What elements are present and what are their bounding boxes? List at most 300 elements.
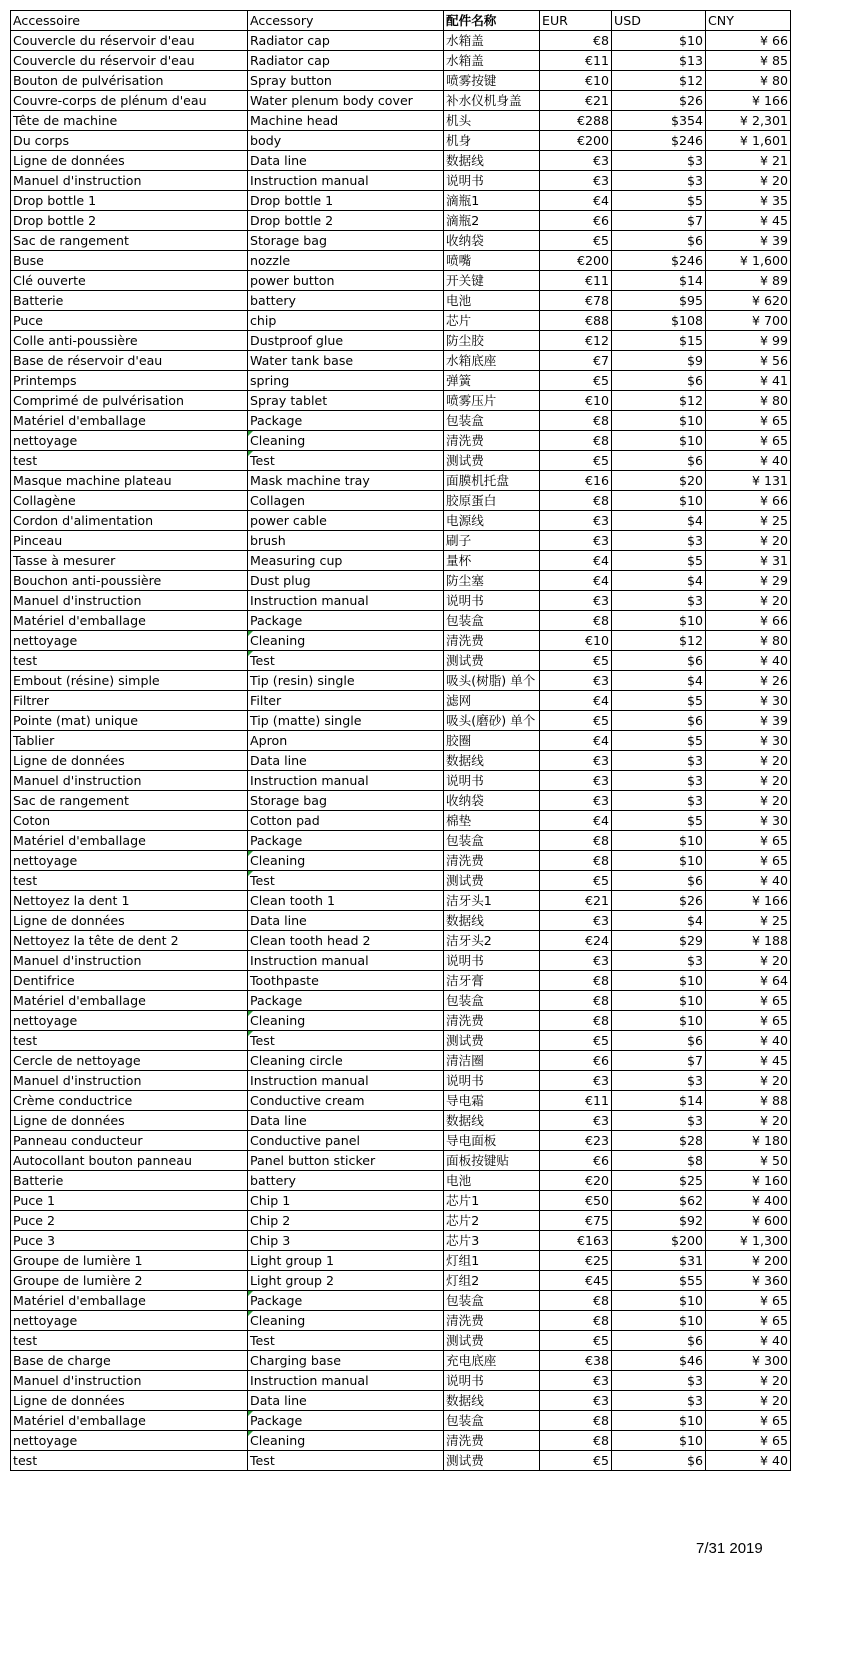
cell-eur: €5	[540, 1031, 612, 1051]
table-row	[11, 591, 791, 611]
cell-chinese: 防尘胶	[444, 331, 540, 351]
cell-chinese: 电源线	[444, 511, 540, 531]
cell-english: Measuring cup	[248, 551, 444, 571]
cell-usd: $15	[612, 331, 706, 351]
cell-chinese: 测试费	[444, 1031, 540, 1051]
cell-eur: €3	[540, 171, 612, 191]
cell-usd: $8	[612, 1151, 706, 1171]
cell-french: Panneau conducteur	[11, 1131, 248, 1151]
cell-cny: ¥ 40	[706, 451, 791, 471]
cell-eur: €3	[540, 1071, 612, 1091]
table-row	[11, 331, 791, 351]
cell-english: Storage bag	[248, 791, 444, 811]
cell-french: Tête de machine	[11, 111, 248, 131]
price-table	[10, 10, 791, 1471]
cell-eur: €8	[540, 1431, 612, 1451]
table-row	[11, 951, 791, 971]
cell-chinese: 导电霜	[444, 1091, 540, 1111]
cell-usd: $10	[612, 971, 706, 991]
cell-usd: $3	[612, 751, 706, 771]
table-row	[11, 271, 791, 291]
cell-eur: €3	[540, 151, 612, 171]
cell-french: Cercle de nettoyage	[11, 1051, 248, 1071]
cell-eur: €38	[540, 1351, 612, 1371]
cell-english: Cleaning	[248, 1311, 444, 1331]
cell-eur: €8	[540, 1311, 612, 1331]
cell-chinese: 包装盒	[444, 611, 540, 631]
cell-french: test	[11, 1031, 248, 1051]
cell-cny: ¥ 85	[706, 51, 791, 71]
header-cny: CNY	[706, 11, 791, 31]
cell-eur: €75	[540, 1211, 612, 1231]
table-row	[11, 431, 791, 451]
cell-cny: ¥ 1,600	[706, 251, 791, 271]
cell-eur: €8	[540, 491, 612, 511]
cell-cny: ¥ 180	[706, 1131, 791, 1151]
cell-eur: €6	[540, 211, 612, 231]
table-row	[11, 351, 791, 371]
cell-english: Cleaning	[248, 851, 444, 871]
cell-cny: ¥ 25	[706, 511, 791, 531]
cell-english: Test	[248, 651, 444, 671]
cell-french: Printemps	[11, 371, 248, 391]
cell-english: body	[248, 131, 444, 151]
cell-eur: €45	[540, 1271, 612, 1291]
table-row	[11, 811, 791, 831]
cell-french: Manuel d'instruction	[11, 591, 248, 611]
table-row	[11, 511, 791, 531]
cell-english: battery	[248, 1171, 444, 1191]
table-row	[11, 371, 791, 391]
cell-chinese: 芯片2	[444, 1211, 540, 1231]
cell-eur: €16	[540, 471, 612, 491]
cell-cny: ¥ 40	[706, 871, 791, 891]
cell-chinese: 包装盒	[444, 1411, 540, 1431]
cell-english: Light group 1	[248, 1251, 444, 1271]
cell-eur: €7	[540, 351, 612, 371]
cell-chinese: 包装盒	[444, 1291, 540, 1311]
cell-eur: €8	[540, 851, 612, 871]
cell-french: nettoyage	[11, 1431, 248, 1451]
cell-french: Base de charge	[11, 1351, 248, 1371]
cell-cny: ¥ 700	[706, 311, 791, 331]
table-row	[11, 51, 791, 71]
table-row	[11, 1111, 791, 1131]
cell-french: Coton	[11, 811, 248, 831]
cell-english: Test	[248, 1451, 444, 1471]
cell-usd: $7	[612, 211, 706, 231]
cell-cny: ¥ 80	[706, 631, 791, 651]
cell-eur: €4	[540, 731, 612, 751]
cell-cny: ¥ 300	[706, 1351, 791, 1371]
cell-eur: €3	[540, 791, 612, 811]
cell-cny: ¥ 99	[706, 331, 791, 351]
table-row	[11, 571, 791, 591]
cell-eur: €23	[540, 1131, 612, 1151]
cell-cny: ¥ 80	[706, 391, 791, 411]
table-row	[11, 1431, 791, 1451]
cell-usd: $6	[612, 1031, 706, 1051]
cell-french: Dentifrice	[11, 971, 248, 991]
cell-french: Autocollant bouton panneau	[11, 1151, 248, 1171]
cell-english: spring	[248, 371, 444, 391]
cell-english: Instruction manual	[248, 171, 444, 191]
cell-french: Clé ouverte	[11, 271, 248, 291]
cell-chinese: 芯片3	[444, 1231, 540, 1251]
cell-english: Cleaning	[248, 631, 444, 651]
table-row	[11, 1351, 791, 1371]
cell-cny: ¥ 65	[706, 431, 791, 451]
cell-chinese: 清洗费	[444, 631, 540, 651]
cell-usd: $7	[612, 1051, 706, 1071]
cell-french: Manuel d'instruction	[11, 771, 248, 791]
cell-cny: ¥ 65	[706, 991, 791, 1011]
cell-chinese: 数据线	[444, 1391, 540, 1411]
table-row	[11, 1251, 791, 1271]
header-french: Accessoire	[11, 11, 248, 31]
cell-usd: $6	[612, 1451, 706, 1471]
cell-english: Cleaning	[248, 1011, 444, 1031]
cell-eur: €3	[540, 1371, 612, 1391]
cell-english: Tip (matte) single	[248, 711, 444, 731]
cell-cny: ¥ 65	[706, 1431, 791, 1451]
table-row	[11, 411, 791, 431]
cell-cny: ¥ 65	[706, 411, 791, 431]
cell-usd: $12	[612, 631, 706, 651]
cell-usd: $10	[612, 31, 706, 51]
header-eur: EUR	[540, 11, 612, 31]
cell-english: Drop bottle 1	[248, 191, 444, 211]
cell-french: Matériel d'emballage	[11, 991, 248, 1011]
cell-cny: ¥ 21	[706, 151, 791, 171]
cell-english: Chip 2	[248, 1211, 444, 1231]
cell-eur: €8	[540, 991, 612, 1011]
cell-cny: ¥ 1,300	[706, 1231, 791, 1251]
cell-usd: $4	[612, 511, 706, 531]
cell-chinese: 电池	[444, 1171, 540, 1191]
cell-chinese: 清洗费	[444, 1311, 540, 1331]
cell-cny: ¥ 20	[706, 1371, 791, 1391]
cell-english: Drop bottle 2	[248, 211, 444, 231]
cell-english: Radiator cap	[248, 31, 444, 51]
cell-french: Batterie	[11, 1171, 248, 1191]
cell-chinese: 滴瓶1	[444, 191, 540, 211]
cell-french: Groupe de lumière 2	[11, 1271, 248, 1291]
cell-eur: €21	[540, 91, 612, 111]
cell-chinese: 数据线	[444, 151, 540, 171]
cell-usd: $10	[612, 491, 706, 511]
cell-usd: $5	[612, 551, 706, 571]
table-row	[11, 311, 791, 331]
cell-cny: ¥ 65	[706, 1291, 791, 1311]
cell-english: Instruction manual	[248, 951, 444, 971]
cell-cny: ¥ 31	[706, 551, 791, 571]
cell-english: Dust plug	[248, 571, 444, 591]
cell-usd: $10	[612, 1011, 706, 1031]
cell-cny: ¥ 20	[706, 771, 791, 791]
cell-eur: €50	[540, 1191, 612, 1211]
cell-chinese: 滤网	[444, 691, 540, 711]
cell-french: Matériel d'emballage	[11, 1411, 248, 1431]
cell-french: Manuel d'instruction	[11, 1371, 248, 1391]
cell-eur: €3	[540, 911, 612, 931]
cell-chinese: 数据线	[444, 911, 540, 931]
cell-french: Tasse à mesurer	[11, 551, 248, 571]
table-row	[11, 1331, 791, 1351]
cell-chinese: 测试费	[444, 871, 540, 891]
cell-french: Pinceau	[11, 531, 248, 551]
cell-usd: $5	[612, 691, 706, 711]
table-row	[11, 751, 791, 771]
cell-english: Package	[248, 1291, 444, 1311]
table-row	[11, 31, 791, 51]
cell-usd: $55	[612, 1271, 706, 1291]
cell-usd: $20	[612, 471, 706, 491]
table-row	[11, 471, 791, 491]
cell-cny: ¥ 188	[706, 931, 791, 951]
cell-french: Couvre-corps de plénum d'eau	[11, 91, 248, 111]
cell-english: Instruction manual	[248, 771, 444, 791]
cell-usd: $10	[612, 411, 706, 431]
cell-english: Chip 3	[248, 1231, 444, 1251]
cell-french: Cordon d'alimentation	[11, 511, 248, 531]
cell-chinese: 清洗费	[444, 1431, 540, 1451]
cell-usd: $246	[612, 251, 706, 271]
cell-french: Pointe (mat) unique	[11, 711, 248, 731]
cell-english: Test	[248, 1331, 444, 1351]
cell-cny: ¥ 30	[706, 691, 791, 711]
cell-usd: $3	[612, 771, 706, 791]
cell-cny: ¥ 20	[706, 751, 791, 771]
table-row	[11, 111, 791, 131]
table-row	[11, 1151, 791, 1171]
cell-french: Batterie	[11, 291, 248, 311]
cell-cny: ¥ 39	[706, 711, 791, 731]
cell-chinese: 补水仪机身盖	[444, 91, 540, 111]
cell-eur: €3	[540, 1391, 612, 1411]
cell-chinese: 导电面板	[444, 1131, 540, 1151]
cell-eur: €8	[540, 831, 612, 851]
cell-chinese: 包装盒	[444, 991, 540, 1011]
cell-french: Puce	[11, 311, 248, 331]
cell-french: Puce 3	[11, 1231, 248, 1251]
cell-chinese: 数据线	[444, 1111, 540, 1131]
cell-chinese: 清洗费	[444, 431, 540, 451]
table-row	[11, 1171, 791, 1191]
table-row	[11, 1451, 791, 1471]
table-row	[11, 651, 791, 671]
cell-french: Groupe de lumière 1	[11, 1251, 248, 1271]
table-row	[11, 1291, 791, 1311]
cell-cny: ¥ 56	[706, 351, 791, 371]
cell-french: Puce 1	[11, 1191, 248, 1211]
table-row	[11, 531, 791, 551]
table-row	[11, 791, 791, 811]
cell-usd: $10	[612, 851, 706, 871]
cell-usd: $10	[612, 1431, 706, 1451]
cell-usd: $25	[612, 1171, 706, 1191]
cell-cny: ¥ 200	[706, 1251, 791, 1271]
cell-english: Cleaning circle	[248, 1051, 444, 1071]
cell-chinese: 喷嘴	[444, 251, 540, 271]
table-row	[11, 991, 791, 1011]
cell-chinese: 吸头(磨砂) 单个	[444, 711, 540, 731]
cell-french: Matériel d'emballage	[11, 1291, 248, 1311]
table-row	[11, 491, 791, 511]
cell-french: Manuel d'instruction	[11, 1071, 248, 1091]
cell-chinese: 量杯	[444, 551, 540, 571]
cell-english: Spray button	[248, 71, 444, 91]
cell-chinese: 洁牙头2	[444, 931, 540, 951]
cell-french: Couvercle du réservoir d'eau	[11, 51, 248, 71]
cell-french: Ligne de données	[11, 751, 248, 771]
cell-french: Sac de rangement	[11, 791, 248, 811]
cell-eur: €5	[540, 1451, 612, 1471]
cell-chinese: 洁牙头1	[444, 891, 540, 911]
cell-french: Matériel d'emballage	[11, 611, 248, 631]
cell-usd: $29	[612, 931, 706, 951]
cell-eur: €11	[540, 1091, 612, 1111]
cell-chinese: 清洁圈	[444, 1051, 540, 1071]
cell-eur: €4	[540, 691, 612, 711]
cell-cny: ¥ 360	[706, 1271, 791, 1291]
cell-french: Masque machine plateau	[11, 471, 248, 491]
cell-english: nozzle	[248, 251, 444, 271]
cell-cny: ¥ 35	[706, 191, 791, 211]
cell-usd: $95	[612, 291, 706, 311]
table-row	[11, 231, 791, 251]
cell-cny: ¥ 41	[706, 371, 791, 391]
table-row	[11, 1191, 791, 1211]
cell-chinese: 清洗费	[444, 851, 540, 871]
cell-english: Machine head	[248, 111, 444, 131]
cell-eur: €4	[540, 191, 612, 211]
cell-chinese: 面板按键贴	[444, 1151, 540, 1171]
cell-chinese: 芯片	[444, 311, 540, 331]
cell-french: Sac de rangement	[11, 231, 248, 251]
cell-cny: ¥ 131	[706, 471, 791, 491]
cell-usd: $13	[612, 51, 706, 71]
cell-chinese: 弹簧	[444, 371, 540, 391]
cell-english: Test	[248, 871, 444, 891]
cell-chinese: 水箱底座	[444, 351, 540, 371]
cell-english: Cleaning	[248, 1431, 444, 1451]
cell-usd: $92	[612, 1211, 706, 1231]
cell-french: nettoyage	[11, 1311, 248, 1331]
table-row	[11, 731, 791, 751]
cell-french: nettoyage	[11, 431, 248, 451]
cell-usd: $12	[612, 71, 706, 91]
cell-eur: €8	[540, 1291, 612, 1311]
cell-chinese: 防尘塞	[444, 571, 540, 591]
cell-usd: $3	[612, 591, 706, 611]
cell-cny: ¥ 20	[706, 1071, 791, 1091]
cell-english: Package	[248, 991, 444, 1011]
cell-cny: ¥ 40	[706, 651, 791, 671]
cell-english: Cleaning	[248, 431, 444, 451]
cell-french: Filtrer	[11, 691, 248, 711]
cell-eur: €5	[540, 371, 612, 391]
table-row	[11, 211, 791, 231]
cell-eur: €12	[540, 331, 612, 351]
cell-eur: €10	[540, 391, 612, 411]
cell-cny: ¥ 620	[706, 291, 791, 311]
table-row	[11, 671, 791, 691]
table-row	[11, 1231, 791, 1251]
cell-eur: €8	[540, 411, 612, 431]
cell-french: test	[11, 1451, 248, 1471]
cell-french: test	[11, 871, 248, 891]
cell-english: Data line	[248, 751, 444, 771]
cell-cny: ¥ 166	[706, 91, 791, 111]
cell-english: Data line	[248, 1111, 444, 1131]
cell-usd: $108	[612, 311, 706, 331]
table-row	[11, 691, 791, 711]
cell-eur: €20	[540, 1171, 612, 1191]
table-row	[11, 131, 791, 151]
table-row	[11, 1011, 791, 1031]
cell-eur: €8	[540, 1411, 612, 1431]
cell-chinese: 收纳袋	[444, 231, 540, 251]
cell-french: Crème conductrice	[11, 1091, 248, 1111]
cell-usd: $3	[612, 1371, 706, 1391]
cell-chinese: 胶圈	[444, 731, 540, 751]
cell-cny: ¥ 89	[706, 271, 791, 291]
cell-french: Manuel d'instruction	[11, 171, 248, 191]
cell-eur: €200	[540, 131, 612, 151]
cell-chinese: 说明书	[444, 771, 540, 791]
cell-eur: €3	[540, 1111, 612, 1131]
cell-usd: $6	[612, 711, 706, 731]
cell-cny: ¥ 600	[706, 1211, 791, 1231]
table-row	[11, 831, 791, 851]
cell-english: chip	[248, 311, 444, 331]
cell-cny: ¥ 30	[706, 811, 791, 831]
cell-chinese: 测试费	[444, 451, 540, 471]
cell-cny: ¥ 400	[706, 1191, 791, 1211]
cell-usd: $3	[612, 791, 706, 811]
cell-french: Collagène	[11, 491, 248, 511]
cell-chinese: 数据线	[444, 751, 540, 771]
cell-chinese: 充电底座	[444, 1351, 540, 1371]
cell-chinese: 测试费	[444, 1331, 540, 1351]
cell-english: Water plenum body cover	[248, 91, 444, 111]
cell-french: Bouchon anti-poussière	[11, 571, 248, 591]
table-row	[11, 151, 791, 171]
cell-english: Package	[248, 831, 444, 851]
cell-eur: €21	[540, 891, 612, 911]
cell-chinese: 洁牙膏	[444, 971, 540, 991]
cell-usd: $10	[612, 1291, 706, 1311]
cell-chinese: 说明书	[444, 951, 540, 971]
cell-usd: $4	[612, 911, 706, 931]
cell-eur: €3	[540, 531, 612, 551]
cell-french: Nettoyez la tête de dent 2	[11, 931, 248, 951]
cell-eur: €3	[540, 751, 612, 771]
cell-usd: $5	[612, 811, 706, 831]
cell-cny: ¥ 65	[706, 1411, 791, 1431]
cell-usd: $5	[612, 191, 706, 211]
table-row	[11, 1051, 791, 1071]
cell-french: Drop bottle 2	[11, 211, 248, 231]
cell-english: Test	[248, 1031, 444, 1051]
cell-eur: €6	[540, 1051, 612, 1071]
cell-eur: €4	[540, 811, 612, 831]
cell-usd: $3	[612, 1071, 706, 1091]
cell-english: Storage bag	[248, 231, 444, 251]
table-row	[11, 1411, 791, 1431]
cell-eur: €24	[540, 931, 612, 951]
